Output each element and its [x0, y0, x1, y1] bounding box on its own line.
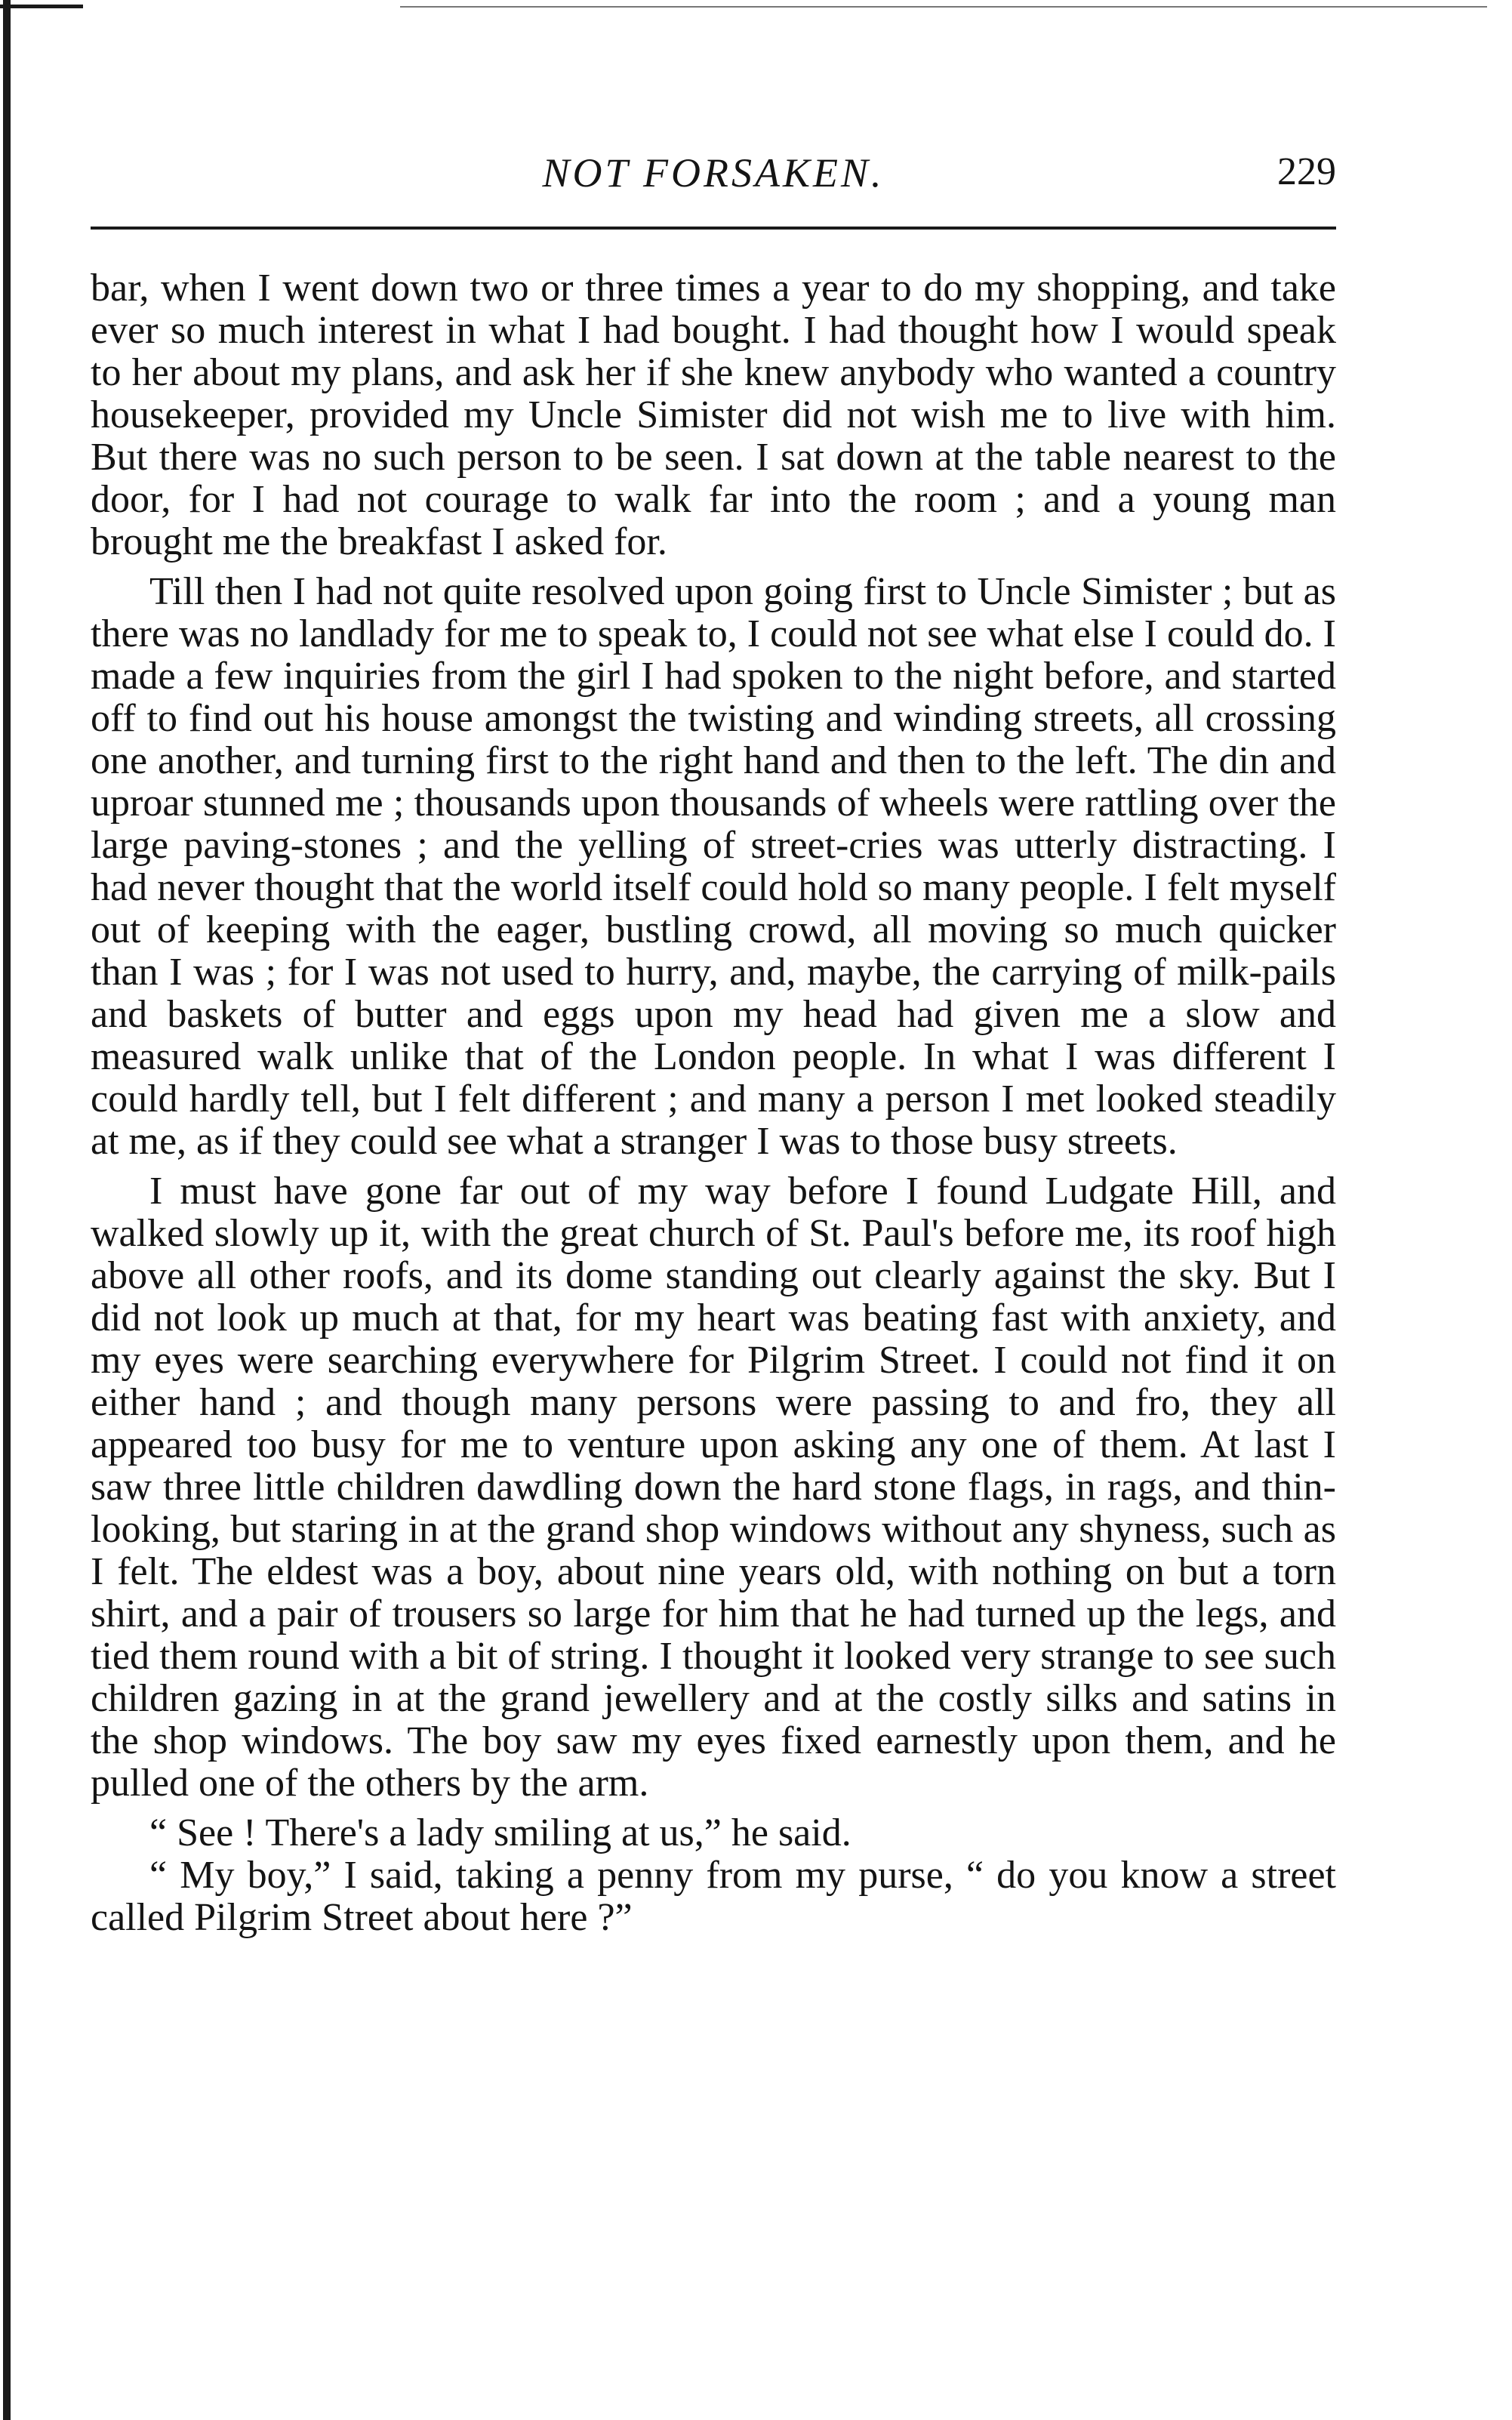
paragraph-2: Till then I had not quite resolved upon going first to Uncle Simister ; but as there was no landlady for me to speak to, I could not see what else I could do. I made a few inquiries from the girl I had spoken to the night before, and started off to find out his house amongst the twisting and winding streets, all crossing one another, and turning first to the right hand and then to the left. The din and uproar stunned me ; thousands upon thousands of wheels were rattling over the large paving-stones ; and the yelling of street-cries was utterly distracting. I had never thought that the world itself could hold so many people. I felt myself out of keeping with the eager, bustling crowd, all moving so much quicker than I was ; for I was not used to hurry, and, maybe, the carrying of milk-pails and baskets of butter and eggs upon my head had given me a slow and measured walk unlike that of the London people. In what I was different I could hardly tell, but I felt different ; and many a person I met looked steadily at me, as if they could see what a stranger I was to those busy streets.: [91, 570, 1336, 1163]
paragraph-1: bar, when I went down two or three times a year to do my shopping, and take ever so much interest in what I had bought. I had thought how I would speak to her about my plans, and ask her if she knew anybody who wanted a country housekeeper, provided my Uncle Simister did not wish me to live with him. But there was no such person to be seen. I sat down at the table nearest to the door, for I had not courage to walk far into the room ; and a young man brought me the breakfast I asked for.: [91, 267, 1336, 563]
running-title: NOT FORSAKEN.: [542, 150, 885, 196]
page-header: [91, 150, 1336, 217]
binding-edge: [3, 0, 11, 2420]
paragraph-4: “ See ! There's a lady smiling at us,” he said.: [149, 1811, 851, 1854]
paragraph-5: “ My boy,” I said, taking a penny from my purse, “ do you know a street called Pilgrim Street about here ?”: [91, 1854, 1336, 1939]
paragraph-3: I must have gone far out of my way before I found Ludgate Hill, and walked slowly up it, with the great church of St. Paul's before me, its roof high above all other roofs, and its dome standing out clearly against the sky. But I did not look up much at that, for my heart was beating fast with anxiety, and my eyes were searching everywhere for Pilgrim Street. I could not find it on either hand ; and though many persons were passing to and fro, they all appeared too busy for me to venture upon asking any one of them. At last I saw three little children dawdling down the hard stone flags, in rags, and thin-looking, but staring in at the grand shop windows without any shyness, such as I felt. The eldest was a boy, about nine years old, with nothing on but a torn shirt, and a pair of trousers so large for him that he had turned up the legs, and tied them round with a bit of string. I thought it looked very strange to see such children gazing in at the grand jewellery and at the costly silks and satins in the shop windows. The boy saw my eyes fixed earnestly upon them, and he pulled one of the others by the arm.: [91, 1170, 1336, 1805]
page-number: 229: [1277, 150, 1336, 193]
body-text: [91, 267, 1336, 1939]
top-edge-mark: [0, 5, 83, 8]
header-rule: [91, 227, 1336, 230]
top-edge-line: [400, 6, 1487, 8]
